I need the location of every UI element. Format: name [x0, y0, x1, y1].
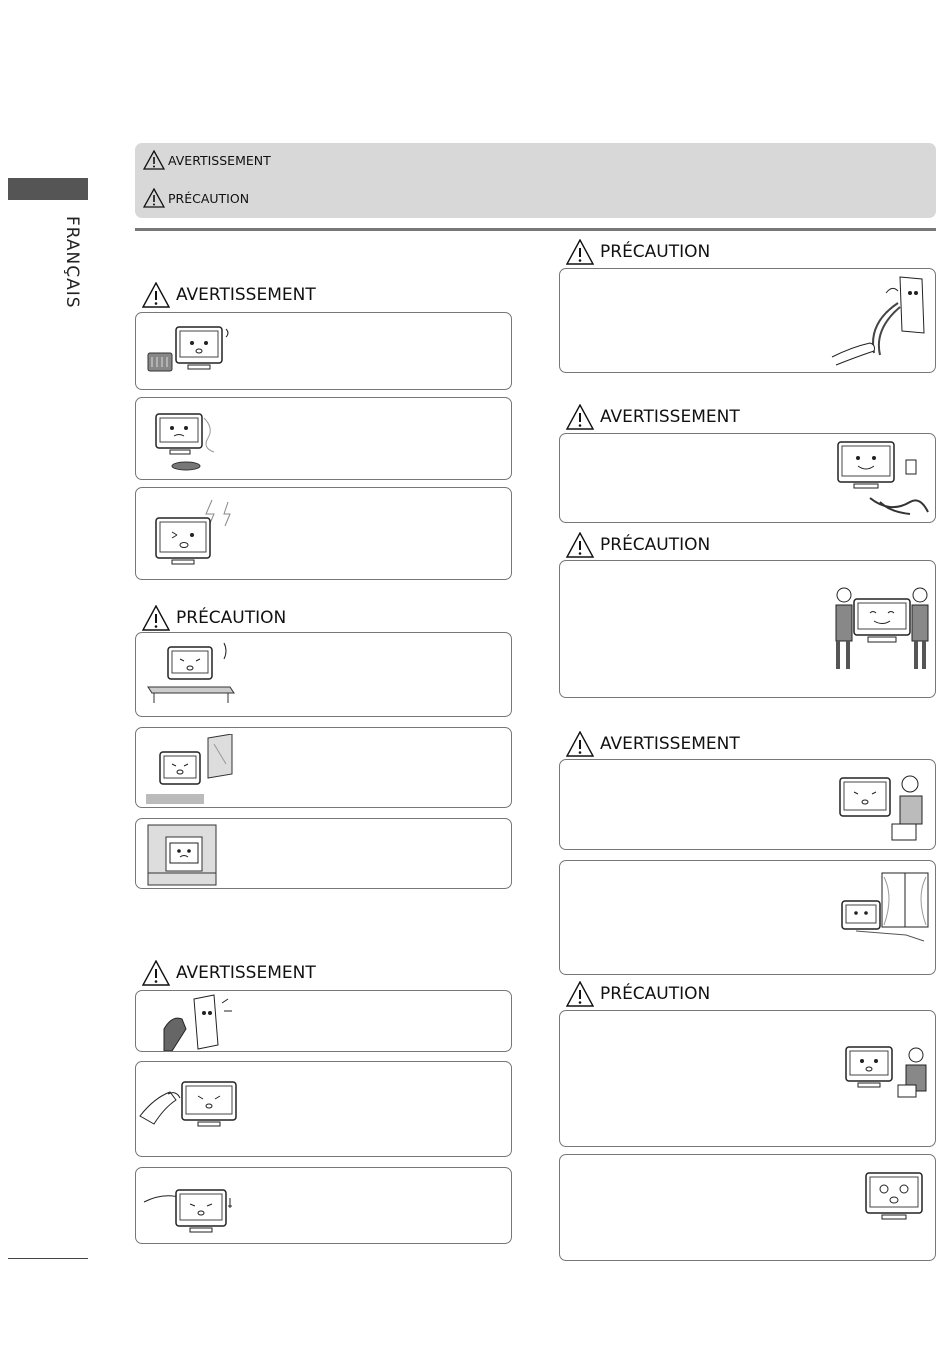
right-caution-heading-3 — [566, 981, 710, 1007]
caution-box — [559, 560, 936, 698]
tv-sick-illustration — [142, 1176, 238, 1238]
caution-box — [135, 818, 512, 889]
heading-text: AVERTISSEMENT — [600, 407, 740, 427]
warning-triangle-icon — [142, 960, 170, 986]
warning-box — [135, 990, 512, 1052]
warning-box — [559, 759, 936, 850]
tv-in-cabinet-illustration — [146, 823, 218, 887]
left-caution-heading — [142, 605, 286, 631]
right-caution-heading-1 — [566, 239, 710, 265]
warning-triangle-icon — [143, 150, 165, 170]
warning-triangle-icon — [566, 981, 594, 1007]
legend-warning — [143, 150, 271, 170]
legend-caution — [143, 188, 249, 208]
heading-text: PRÉCAUTION — [600, 984, 711, 1004]
language-tab — [8, 178, 88, 200]
heading-text: AVERTISSEMENT — [600, 734, 740, 754]
tv-window-gas-illustration — [836, 871, 932, 951]
right-warning-heading-1 — [566, 404, 740, 430]
heading-text: AVERTISSEMENT — [176, 963, 316, 983]
tv-window-illustration — [144, 734, 236, 804]
left-warning-heading-1 — [142, 282, 316, 308]
footer-rule — [8, 1258, 88, 1259]
right-caution-heading-2 — [566, 532, 710, 558]
warning-box — [135, 312, 512, 390]
heading-text: PRÉCAUTION — [600, 242, 711, 262]
legend-warning-label: AVERTISSEMENT — [168, 152, 271, 168]
hand-cable-illustration — [138, 1076, 242, 1142]
right-warning-heading-2 — [566, 731, 740, 757]
caution-box — [135, 727, 512, 808]
caution-box — [559, 1010, 936, 1147]
caution-box — [559, 1154, 936, 1261]
warning-box — [135, 1061, 512, 1157]
section-divider — [135, 228, 936, 231]
tv-technician-illustration — [832, 1041, 934, 1101]
heading-text: PRÉCAUTION — [600, 535, 711, 555]
tv-water-illustration — [142, 408, 232, 474]
tv-cables-illustration — [830, 438, 934, 522]
warning-box — [135, 397, 512, 480]
tv-service-illustration — [836, 770, 934, 844]
caution-box — [135, 632, 512, 717]
legend-caution-label: PRÉCAUTION — [168, 190, 250, 206]
warning-box — [135, 487, 512, 580]
tv-surprised-illustration — [860, 1169, 930, 1227]
warning-triangle-icon — [566, 532, 594, 558]
language-label: FRANÇAIS — [62, 216, 82, 309]
warning-triangle-icon — [566, 239, 594, 265]
two-people-carry-tv-illustration — [832, 581, 932, 673]
warning-triangle-icon — [142, 282, 170, 308]
heading-text: AVERTISSEMENT — [176, 285, 316, 305]
tv-heater-illustration — [146, 321, 236, 381]
tv-on-stand-illustration — [144, 641, 238, 709]
warning-triangle-icon — [566, 404, 594, 430]
warning-box — [559, 860, 936, 975]
plug-socket-illustration — [158, 993, 238, 1051]
warning-triangle-icon — [142, 605, 170, 631]
warning-box — [135, 1167, 512, 1244]
warning-triangle-icon — [566, 731, 594, 757]
plug-pull-illustration — [830, 273, 930, 369]
left-warning-heading-2 — [142, 960, 316, 986]
warning-triangle-icon — [143, 188, 165, 208]
warning-box — [559, 433, 936, 523]
heading-text: PRÉCAUTION — [176, 608, 287, 628]
symbol-legend — [135, 143, 936, 218]
caution-box — [559, 268, 936, 373]
tv-lightning-illustration — [146, 498, 236, 574]
